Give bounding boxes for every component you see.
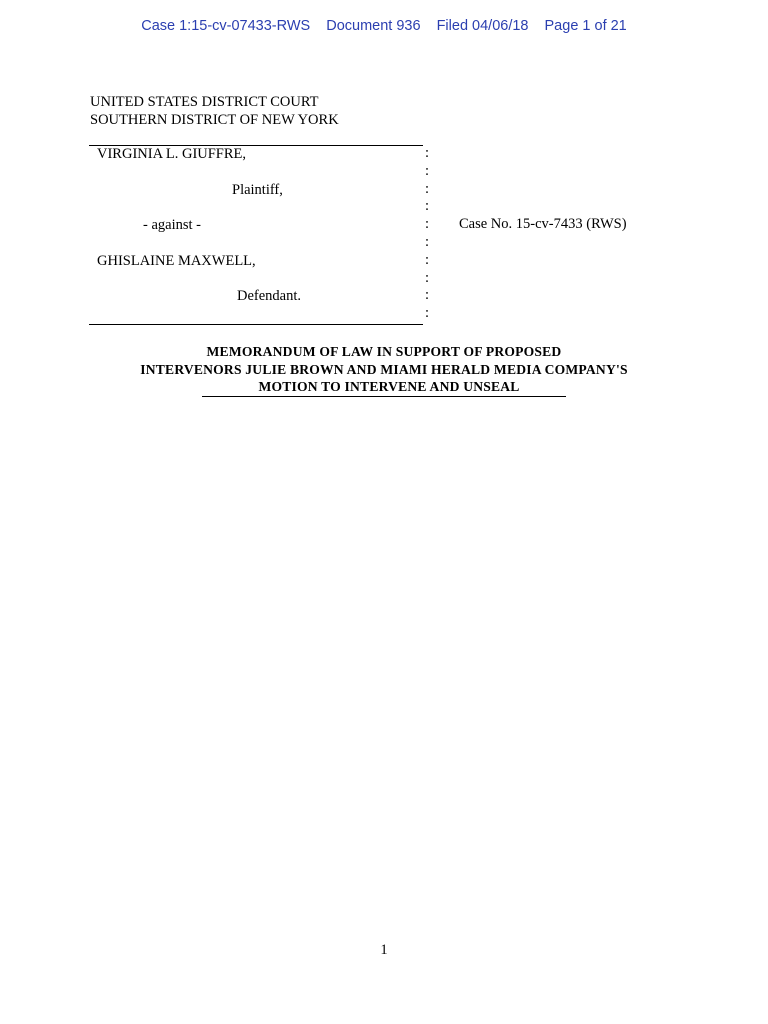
colon: : [425, 145, 430, 161]
colon: : [425, 269, 430, 286]
colon: : [425, 198, 430, 215]
plaintiff-role: Plaintiff, [232, 182, 283, 198]
defendant-name: GHISLAINE MAXWELL, [97, 253, 256, 269]
document-stamp: Document 936 [326, 18, 421, 34]
court-name: UNITED STATES DISTRICT COURT [90, 94, 319, 110]
page-stamp: Page 1 of 21 [544, 18, 627, 34]
title-line-2: INTERVENORS JULIE BROWN AND MIAMI HERALD MEDIA COMPANY'S [140, 361, 628, 377]
case-number: Case No. 15-cv-7433 (RWS) [459, 216, 627, 232]
filing-header [0, 18, 768, 34]
colon: : [425, 216, 430, 233]
colon: : [425, 287, 430, 304]
colon: : [425, 162, 430, 179]
document-title [0, 343, 768, 397]
title-line-3: MOTION TO INTERVENE AND UNSEAL [202, 378, 565, 397]
defendant-role: Defendant. [237, 288, 302, 304]
page-number: 1 [380, 942, 388, 958]
colon: : [425, 180, 430, 197]
filed-stamp: Filed 04/06/18 [436, 18, 529, 34]
against-label: - against - [143, 217, 201, 233]
title-line-1: MEMORANDUM OF LAW IN SUPPORT OF PROPOSED [206, 344, 562, 359]
caption-colons [425, 145, 433, 323]
colon: : [425, 233, 430, 250]
colon: : [425, 251, 430, 268]
colon: : [425, 305, 430, 322]
case-stamp: Case 1:15-cv-07433-RWS [141, 18, 311, 34]
court-heading [90, 93, 339, 129]
court-district: SOUTHERN DISTRICT OF NEW YORK [90, 112, 339, 128]
plaintiff-name: VIRGINIA L. GIUFFRE, [97, 146, 247, 162]
